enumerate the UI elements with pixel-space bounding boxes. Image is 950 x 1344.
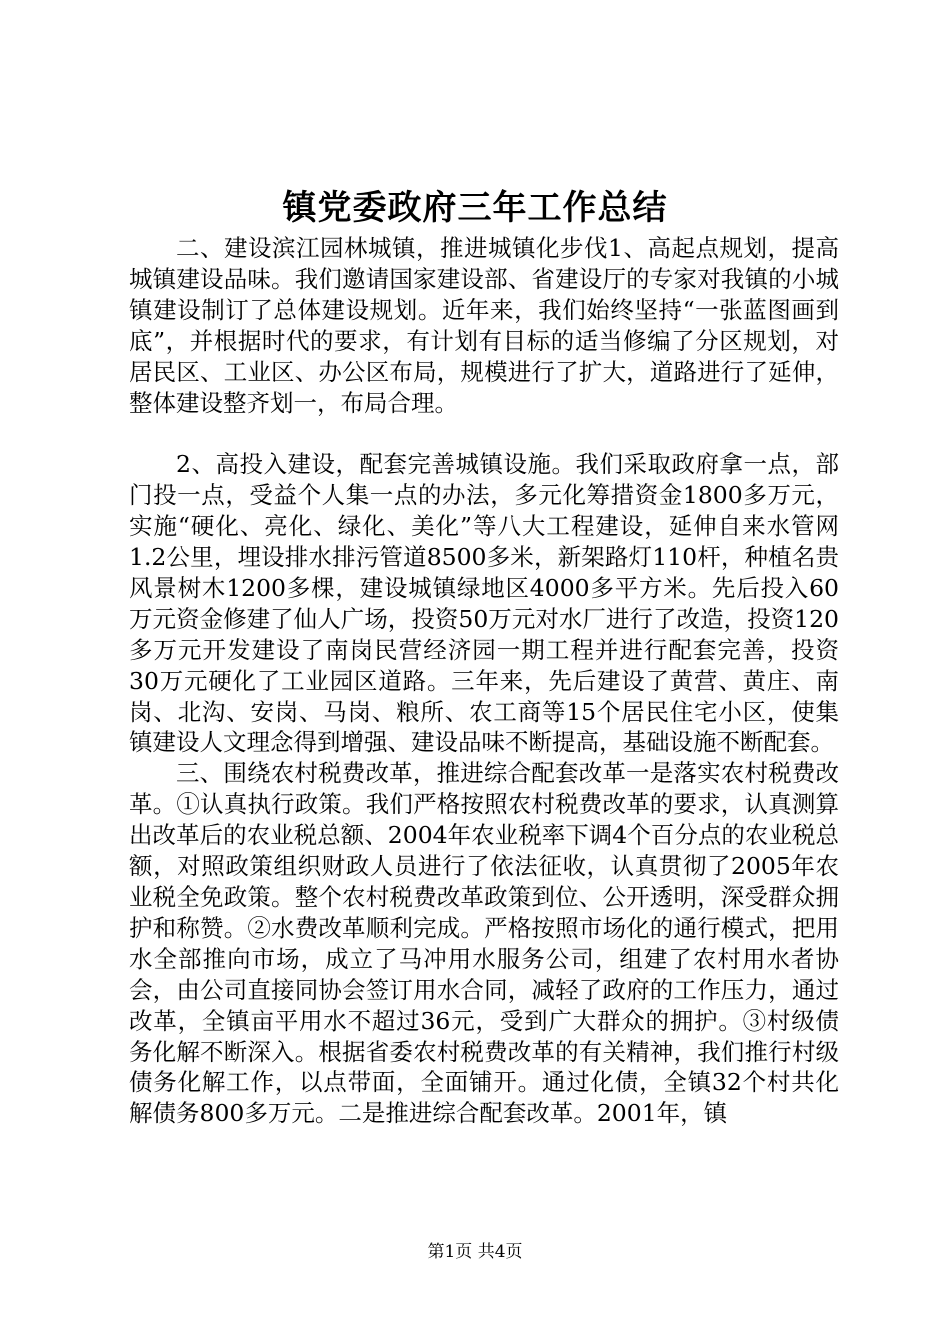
paragraph-section-three: 三、围绕农村税费改革，推进综合配套改革一是落实农村税费改革。①认真执行政策。我们严格按照农村税费改革的要求，认真测算出改革后的农业税总额、2004年农业税率下调4个百分点的农业税总额，对照政策组织财政人员进行了依法征收，认真贯彻了2005年农业税全免政策。整个农村税费改革政策到位、公开透明，深受群众拥护和称赞。②水费改革顺利完成。严格按照市场化的通行模式，把用水全部推向市场，成立了马冲用水服务公司，组建了农村用水者协会，由公司直接同协会签订用水合同，减轻了政府的工作压力，通过改革，全镇亩平用水不超过36元，受到广大群众的拥护。③村级债务化解不断深入。根据省委农村税费改革的有关精神，我们推行村级债务化解工作，以点带面，全面铺开。通过化债，全镇32个村共化解债务800多万元。二是推进综合配套改革。2001年，镇 [129,759,839,1128]
document-body [129,233,839,1129]
document-title: 镇党委政府三年工作总结 [282,188,668,228]
paragraph-section-two: 二、建设滨江园林城镇，推进城镇化步伐1、高起点规划，提高城镇建设品味。我们邀请国家建设部、省建设厅的专家对我镇的小城镇建设制订了总体建设规划。近年来，我们始终坚持“一张蓝图画到底”，并根据时代的要求，有计划有目标的适当修编了分区规划，对居民区、工业区、办公区布局，规模进行了扩大，道路进行了延伸，整体建设整齐划一，布局合理。 [129,234,839,417]
paragraph-investment: 2、高投入建设，配套完善城镇设施。我们采取政府拿一点，部门投一点，受益个人集一点的办法，多元化筹措资金1800多万元，实施“硬化、亮化、绿化、美化”等八大工程建设，延伸自来水管网1.2公里，埋设排水排污管道8500多米，新架路灯110杆，种植名贵风景树木1200多棵，建设城镇绿地区4000多平方米。先后投入60万元资金修建了仙人广场，投资50万元对水厂进行了改造，投资120多万元开发建设了南岗民营经济园一期工程并进行配套完善，投资30万元硬化了工业园区道路。三年来，先后建设了黄营、黄庄、南岗、北沟、安岗、马岗、粮所、农工商等15个居民住宅小区，使集镇建设人文理念得到增强、建设品味不断提高，基础设施不断配套。 [129,450,839,757]
page-footer: 第1页 共4页 [427,1242,523,1262]
